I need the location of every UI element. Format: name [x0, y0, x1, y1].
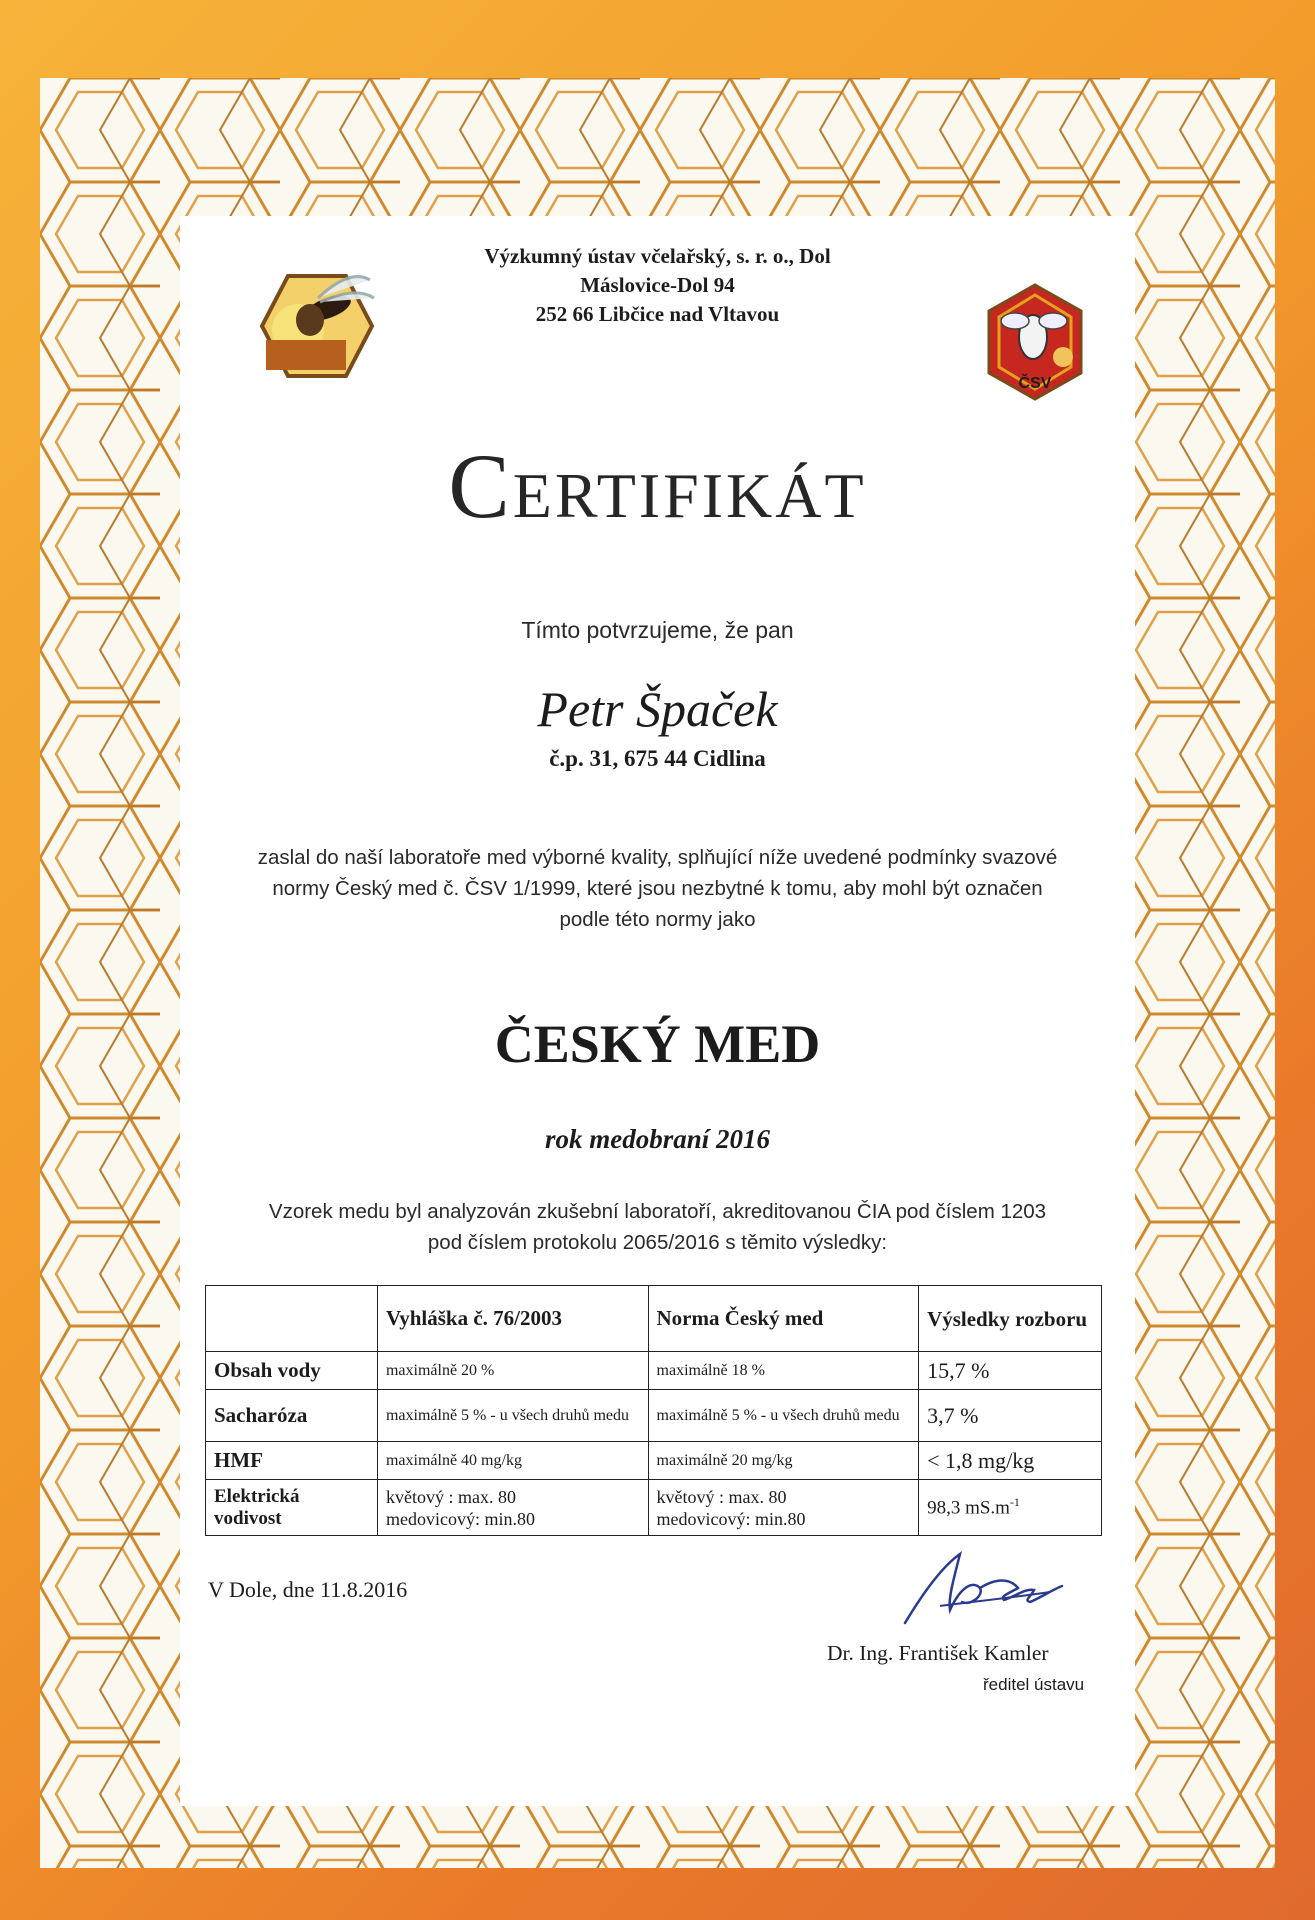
- result-exponent: -1: [1009, 1495, 1020, 1510]
- certificate-title: Certifikát: [448, 435, 867, 537]
- table-row: [206, 1480, 1102, 1536]
- norm-cell: maximálně 20 mg/kg: [648, 1442, 919, 1480]
- institute-city: 252 66 Libčice nad Vltavou: [535, 302, 780, 326]
- param-cell: Obsah vody: [206, 1352, 378, 1390]
- result-value: 98,3 mS.m: [927, 1497, 1010, 1519]
- paragraph-line: normy Český med č. ČSV 1/1999, které jsou nezbytné k tomu, aby mohl být označen: [272, 877, 1043, 900]
- signer-title: ředitel ústavu: [983, 1675, 1085, 1694]
- institute-name: Výzkumný ústav včelařský, s. r. o., Dol: [484, 244, 831, 268]
- decree-cell: [377, 1480, 648, 1536]
- header-cell: Norma Český med: [648, 1286, 919, 1352]
- analysis-line: Vzorek medu byl analyzován zkušební laboratoří, akreditovanou ČIA pod číslem 1203: [268, 1200, 1047, 1223]
- handwritten-signature-icon: [900, 1548, 1070, 1628]
- decree-line: květový : max. 80: [385, 1486, 516, 1507]
- table-row: [206, 1352, 1102, 1390]
- norm-line: květový : max. 80: [656, 1486, 787, 1507]
- decree-cell: maximálně 40 mg/kg: [377, 1442, 648, 1480]
- paragraph-line: podle této normy jako: [559, 908, 756, 931]
- issue-date: V Dole, dne 11.8.2016: [208, 1577, 408, 1602]
- result-cell: < 1,8 mg/kg: [919, 1442, 1102, 1480]
- recipient-address: č.p. 31, 675 44 Cidlina: [549, 746, 766, 771]
- decree-line: medovicový: min.80: [385, 1508, 535, 1529]
- param-cell: Sacharóza: [206, 1390, 378, 1442]
- certification-paragraph: [0, 842, 1315, 935]
- result-cell: 15,7 %: [919, 1352, 1102, 1390]
- harvest-year: rok medobraní 2016: [544, 1124, 771, 1154]
- institute-header: [0, 242, 1315, 329]
- result-cell: [919, 1480, 1102, 1536]
- institute-street: Máslovice-Dol 94: [580, 273, 735, 297]
- header-cell: Vyhláška č. 76/2003: [377, 1286, 648, 1352]
- norm-cell: maximálně 18 %: [648, 1352, 919, 1390]
- param-cell: Elektrická vodivost: [206, 1480, 378, 1536]
- analysis-line: pod číslem protokolu 2065/2016 s těmito výsledky:: [427, 1231, 888, 1254]
- table-row: [206, 1442, 1102, 1480]
- norm-line: medovicový: min.80: [656, 1508, 806, 1529]
- decree-cell: maximálně 5 % - u všech druhů medu: [377, 1390, 648, 1442]
- recipient-name: Petr Špaček: [537, 681, 778, 737]
- param-cell: HMF: [206, 1442, 378, 1480]
- header-cell: Výsledky rozboru: [919, 1286, 1102, 1352]
- analysis-text: [0, 1196, 1315, 1258]
- norm-cell: maximálně 5 % - u všech druhů medu: [648, 1390, 919, 1442]
- norm-cell: [648, 1480, 919, 1536]
- result-cell: 3,7 %: [919, 1390, 1102, 1442]
- header-cell: [206, 1286, 378, 1352]
- table-row: [206, 1390, 1102, 1442]
- intro-text: Tímto potvrzujeme, že pan: [521, 617, 794, 643]
- signer-name: Dr. Ing. František Kamler: [827, 1641, 1049, 1665]
- table-header-row: [206, 1286, 1102, 1352]
- product-name: ČESKÝ MED: [494, 1014, 821, 1074]
- paragraph-line: zaslal do naší laboratoře med výborné kvality, splňující níže uvedené podmínky svazové: [257, 846, 1058, 869]
- csv-logo-text: ČSV: [1018, 375, 1052, 392]
- decree-cell: maximálně 20 %: [377, 1352, 648, 1390]
- results-table: [205, 1285, 1102, 1536]
